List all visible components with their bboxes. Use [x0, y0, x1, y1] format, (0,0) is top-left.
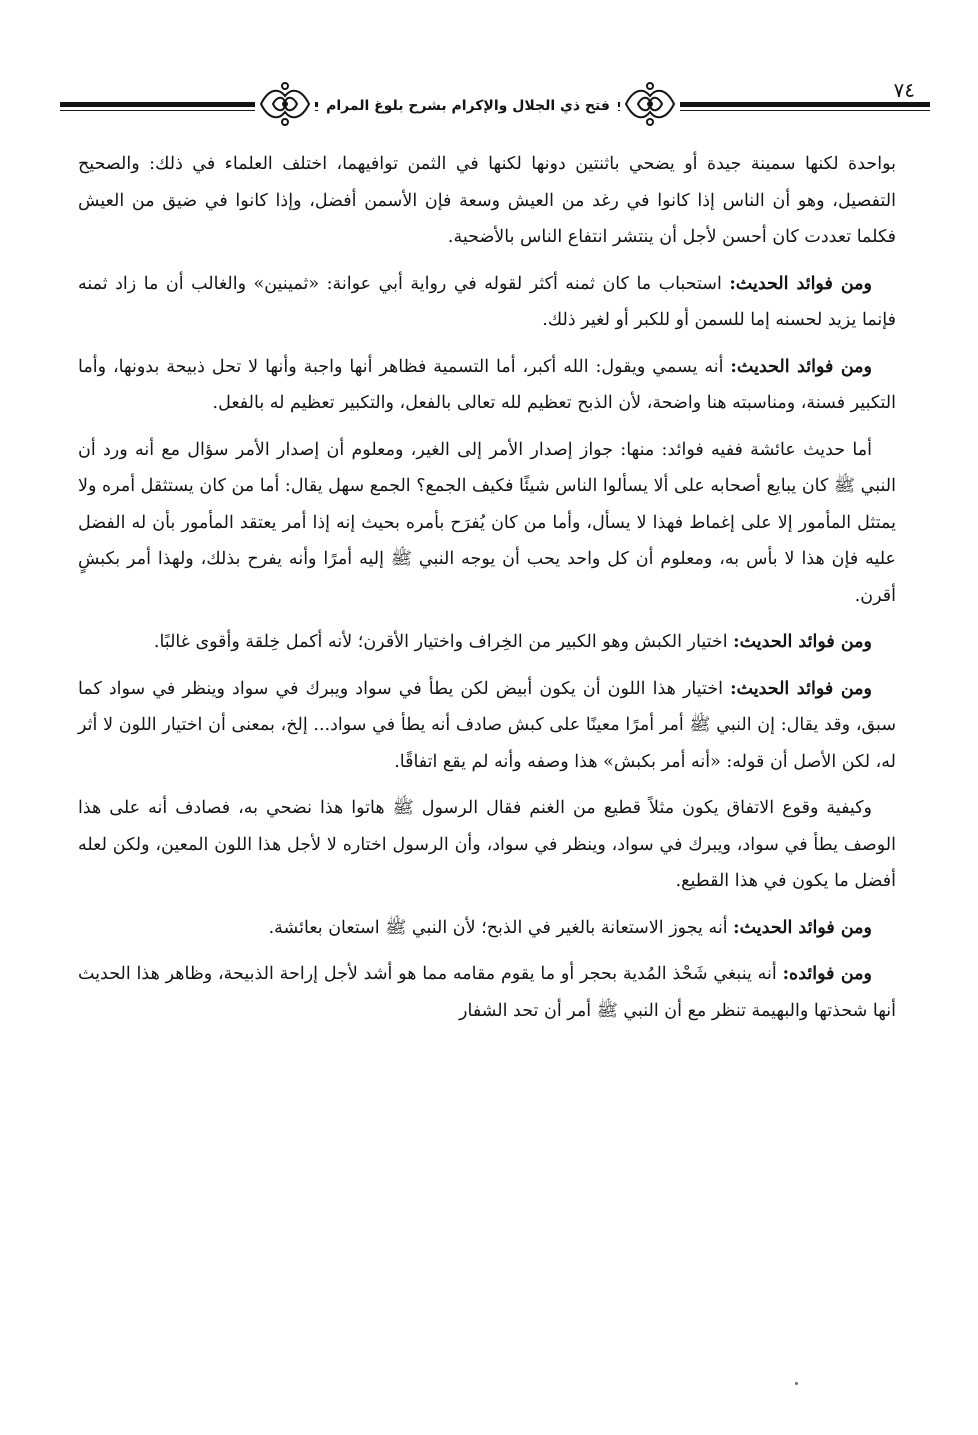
paragraph	[78, 432, 896, 615]
paragraph	[78, 910, 896, 947]
paragraph	[78, 266, 896, 339]
paragraph-text: استحباب ما كان ثمنه أكثر لقوله في رواية أبي عوانة: «ثمينين» والغالب أن ما زاد ثمنه فإنما يزيد لحسنه إما للسمن أو للكبر أو لغير ذلك.	[78, 273, 896, 330]
paragraph	[78, 671, 896, 781]
book-title: فتح ذي الجلال والإكرام بشرح بلوغ المرام	[318, 92, 618, 120]
paragraph-lead: ومن فوائد الحديث:	[729, 273, 872, 294]
paragraph-lead: ومن فوائد الحديث:	[730, 678, 872, 699]
paragraph	[78, 790, 896, 900]
paragraph-lead: ومن فوائد الحديث:	[733, 632, 872, 652]
page-number: ٧٤	[835, 78, 915, 102]
paragraph-text: أما حديث عائشة ففيه فوائد: منها: جواز إصدار الأمر إلى الغير، ومعلوم أن إصدار الأمر سؤال مع أنه ورد أن النبي ﷺ كان يبايع أصحابه على ألا يسألوا الناس شيئًا فكيف الجمع؟ الجمع سهل يقال: أما من كان يستثقل أمره ولا يمتثل المأمور إلا على إغماط فهذا لا يسأل، وأما من كان يُفرَح بأمره بحيث إنه إذا أمر يعتقد المأمور بأن له الفضل عليه فإن هذا لا بأس به، ومعلوم أن كل واحد يحب أن يوجه النبي ﷺ إليه أمرًا وأنه يفرح بذلك، ولهذا أمر بكبشٍ أقرن.	[78, 439, 896, 606]
paragraph-lead: ومن فوائد الحديث:	[730, 356, 872, 377]
ornament-right-icon	[620, 80, 680, 128]
page-header	[60, 80, 930, 128]
scan-speck	[795, 1382, 798, 1385]
paragraph-text: اختيار الكبش وهو الكبير من الخِراف واختيار الأقرن؛ لأنه أكمل خِلقة وأقوى غالبًا.	[153, 632, 734, 652]
page-body	[78, 146, 896, 1039]
paragraph-text: وكيفية وقوع الاتفاق يكون مثلاً قطيع من الغنم فقال الرسول ﷺ هاتوا هذا نضحي به، فصادف أنه على هذا الوصف يطأ في سواد، ويبرك في سواد، وينظر في سواد، وأن الرسول اختاره لا لأجل هذا اللون المعين، ولكن لعله أفضل ما يكون في هذا القطيع.	[78, 798, 896, 891]
paragraph-text: اختيار هذا اللون أن يكون أبيض لكن يطأ في سواد ويبرك في سواد وينظر في سواد كما سبق، وقد يقال: إن النبي ﷺ أمر أمرًا معينًا على كبش صادف أنه يطأ في سواد... إلخ، بمعنى أن اختيار اللون لا أثر له، لكن الأصل أن قوله: «أنه أمر بكبش» هذا وصفه وأنه لم يقع اتفاقًا.	[78, 678, 896, 772]
paragraph	[78, 146, 896, 256]
paragraph	[78, 956, 896, 1029]
paragraph-text: أنه يسمي ويقول: الله أكبر، أما التسمية فظاهر أنها واجبة وأنها لا تحل ذبيحة بدونها، وأما التكبير فسنة، ومناسبته هنا واضحة، لأن الذبح تعظيم لله تعالى بالفعل، والتكبير تعظيم له بالفعل.	[78, 356, 896, 413]
paragraph-lead: ومن فوائد الحديث:	[733, 917, 872, 938]
paragraph-lead: ومن فوائده:	[782, 964, 872, 984]
paragraph	[78, 624, 896, 661]
ornament-left-icon	[255, 80, 315, 128]
paragraph-text: أنه يجوز الاستعانة بالغير في الذبح؛ لأن النبي ﷺ استعان بعائشة.	[268, 917, 734, 938]
paragraph	[78, 349, 896, 422]
paragraph-text: بواحدة لكنها سمينة جيدة أو يضحي باثنتين دونها لكنها في الثمن توافيهما، اختلف العلماء في ذلك: والصحيح التفصيل، وهو أن الناس إذا كانوا في رغد من العيش وسعة فإن الأسمن أفضل، وإذا كانوا في ضيق من العيش فكلما تعددت كان أحسن لأجل أن ينتشر انتفاع الناس بالأضحية.	[78, 154, 896, 247]
paragraph-text: أنه ينبغي شَحْذ المُدية بحجر أو ما يقوم مقامه مما هو أشد لأجل إراحة الذبيحة، وظاهر هذا الحديث أنها شحذتها والبهيمة تنظر مع أن النبي ﷺ أمر أن تحد الشفار	[78, 964, 896, 1021]
